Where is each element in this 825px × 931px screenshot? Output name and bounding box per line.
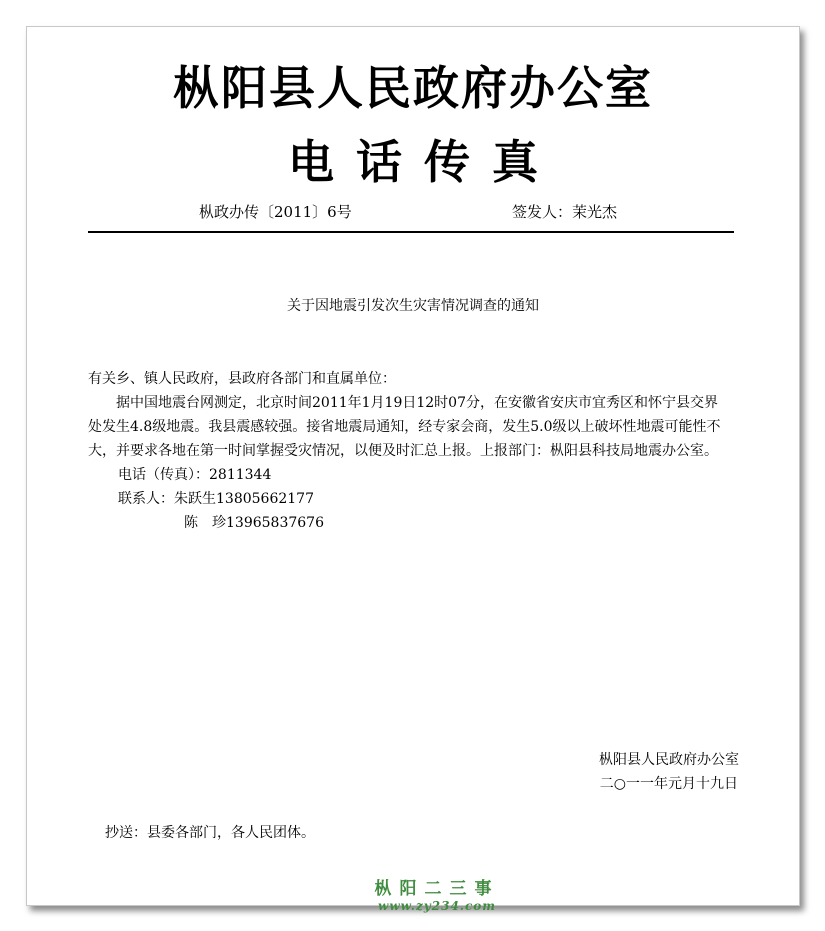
issuer-name: 枞阳县人民政府办公室 <box>599 752 739 768</box>
contact-line-2: 陈 珍13965837676 <box>184 515 324 531</box>
contact-line-1: 联系人：朱跃生13805662177 <box>118 491 314 507</box>
issue-date: 二○一一年元月十九日 <box>599 776 738 792</box>
watermark-url: www.zy234.com <box>378 899 496 913</box>
document-number: 枞政办传〔2011〕6号 <box>199 203 352 221</box>
left-margin <box>0 0 26 931</box>
salutation: 有关乡、镇人民政府，县政府各部门和直属单位： <box>88 371 396 387</box>
fax-document-page <box>26 26 800 913</box>
notice-subject: 关于因地震引发次生灾害情况调查的通知 <box>287 298 539 314</box>
signer: 签发人：茉光杰 <box>512 203 618 221</box>
watermark-text: 枞阳二三事 <box>374 879 500 899</box>
site-watermark <box>347 879 527 913</box>
main-paragraph: 据中国地震台网测定，北京时间2011年1月19日12时07分，在安徽省安庆市宜秀区和怀宁县交界处发生4.8级地震。我县震感较强。接省地震局通知，经专家会商，发生5.0级以上破坏性地震可能性不大，并要求各地在第一时间掌握受灾情况，以便及时汇总上报。上报部门：枞阳县科技局地震办公室。 <box>88 395 721 459</box>
header-divider <box>88 231 734 233</box>
phone-line: 电话（传真）：2811344 <box>118 467 272 483</box>
office-title: 枞阳县人民政府办公室 <box>173 61 653 115</box>
fax-title: 电话传真 <box>288 135 560 189</box>
notice-body <box>88 367 728 535</box>
carbon-copy: 抄送：县委各部门，各人民团体。 <box>105 825 315 841</box>
